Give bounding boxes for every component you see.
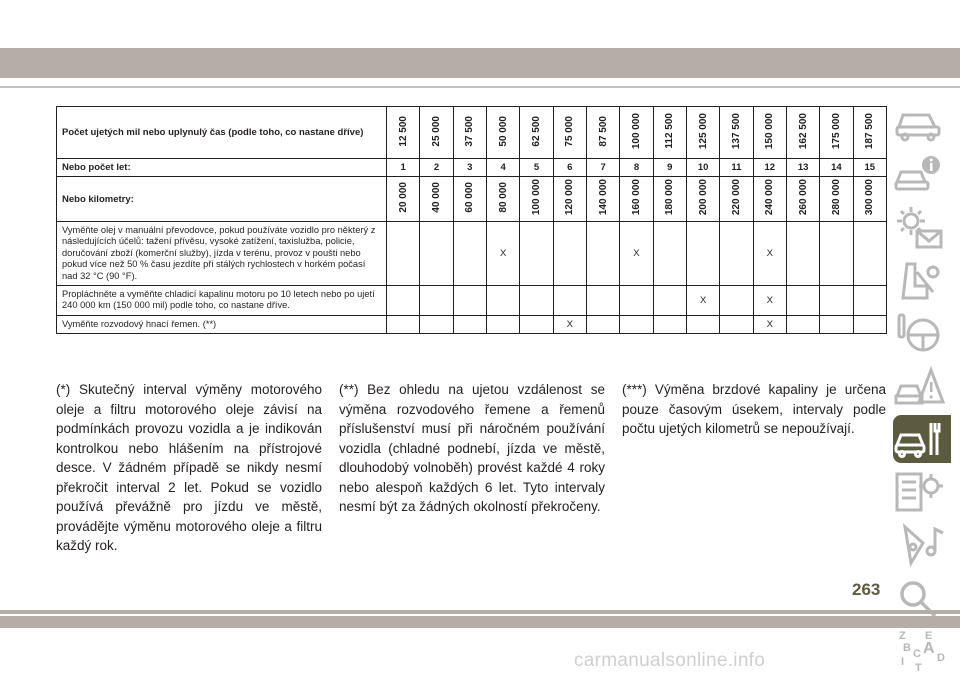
task-label: Vyměňte olej v manuální převodovce, pokud používáte vozidlo pro některý z následujících účelů: tažení přívěsu, vysoké zatížení, taxislužba, policie, doručování zboží (komerční služby), jízda v terénu, provoz v poušti nebo pokud více než 50 % času jezdíte při stálých rychlostech v horkém počasí nad 32 °C (90 °F). (57, 222, 387, 286)
task-row (57, 286, 887, 316)
miles-cell: 12 500 (387, 107, 420, 159)
years-row (57, 159, 887, 177)
km-cell: 300 000 (853, 177, 886, 222)
task-mark (553, 222, 586, 286)
settings-list-icon[interactable] (893, 468, 945, 516)
task-mark (520, 222, 553, 286)
year-cell: 8 (620, 159, 653, 177)
hazard-icon[interactable] (893, 362, 945, 410)
km-cell: 260 000 (786, 177, 819, 222)
index-letter: D (937, 652, 945, 664)
miles-cell: 112 500 (653, 107, 686, 159)
miles-cell: 25 000 (420, 107, 453, 159)
km-cell: 80 000 (486, 177, 519, 222)
task-mark (853, 222, 886, 286)
music-icon[interactable] (893, 521, 945, 569)
miles-cell: 50 000 (486, 107, 519, 159)
km-cell: 20 000 (387, 177, 420, 222)
task-mark (387, 286, 420, 316)
task-mark (620, 286, 653, 316)
index-letter: T (915, 662, 922, 674)
car-icon[interactable] (893, 97, 945, 145)
index-letter: B (903, 642, 911, 654)
task-mark (720, 222, 753, 286)
page-number: 263 (852, 580, 881, 599)
task-mark (820, 222, 853, 286)
task-mark (420, 286, 453, 316)
task-mark (853, 286, 886, 316)
task-mark (686, 222, 719, 286)
footnote-brake-fluid: (***) Výměna brzdové kapaliny je určena pouze časovým úsekem, intervaly podle počtu ujetých kilometrů se nepoužívají. (622, 382, 886, 436)
car-service-icon[interactable] (893, 415, 951, 463)
task-row (57, 315, 887, 333)
miles-cell: 137 500 (720, 107, 753, 159)
header-rule (0, 86, 960, 88)
chapter-tabs (893, 97, 949, 680)
miles-cell: 150 000 (753, 107, 786, 159)
task-mark (786, 222, 819, 286)
task-mark (586, 315, 619, 333)
task-mark (553, 286, 586, 316)
year-cell: 7 (586, 159, 619, 177)
year-cell: 4 (486, 159, 519, 177)
km-cell: 160 000 (620, 177, 653, 222)
miles-cell: 62 500 (520, 107, 553, 159)
miles-cell: 87 500 (586, 107, 619, 159)
task-mark: X (753, 286, 786, 316)
watermark: carmanualsonline.info (574, 650, 766, 671)
task-mark (720, 315, 753, 333)
task-mark (720, 286, 753, 316)
index-letter: E (925, 630, 933, 642)
km-row (57, 177, 887, 222)
task-mark (686, 315, 719, 333)
task-mark: X (620, 222, 653, 286)
task-row (57, 222, 887, 286)
task-mark (520, 315, 553, 333)
task-mark (586, 286, 619, 316)
km-cell: 240 000 (753, 177, 786, 222)
year-cell: 1 (387, 159, 420, 177)
task-mark: X (753, 315, 786, 333)
task-mark (653, 315, 686, 333)
task-mark (586, 222, 619, 286)
footnote-engine-oil: (*) Skutečný interval výměny motorového oleje a filtru motorového oleje závisí na podmínkách provozu vozidla a je indikován kontrolkou nebo hlášením na přístrojové desce. V žádném případě se nikdy nesmí překročit interval 2 let. Pokud se vozidlo používá převážně pro jízdu ve městě, provádějte výměnu motorového oleje a filtru každý rok. (56, 382, 322, 553)
maintenance-schedule-table (56, 106, 887, 334)
year-cell: 2 (420, 159, 453, 177)
index-letter: Z (899, 630, 906, 642)
miles-cell: 125 000 (686, 107, 719, 159)
task-mark (387, 315, 420, 333)
km-cell: 280 000 (820, 177, 853, 222)
km-row-label: Nebo kilometry: (57, 177, 387, 222)
year-cell: 5 (520, 159, 553, 177)
car-info-icon[interactable] (893, 150, 945, 198)
miles-row (57, 107, 887, 159)
years-row-label: Nebo počet let: (57, 159, 387, 177)
year-cell: 6 (553, 159, 586, 177)
miles-cell: 187 500 (853, 107, 886, 159)
index-letter: I (901, 656, 905, 668)
task-mark (786, 286, 819, 316)
task-mark (820, 315, 853, 333)
footnote-timing-belt: (**) Bez ohledu na ujetou vzdálenost se výměna rozvodového řemene a řemenů příslušenství musí při náročném používání vozidla (chladné podnebí, jízda ve městě, dlouhodobý volnoběh) provést každé 4 roky nebo alespoň každých 6 let. Tyto intervaly nesmí být za žádných okolností překročeny. (339, 382, 605, 514)
task-mark (420, 222, 453, 286)
task-mark (453, 222, 486, 286)
km-cell: 200 000 (686, 177, 719, 222)
task-mark: X (553, 315, 586, 333)
search-icon[interactable] (893, 574, 945, 622)
miles-cell: 100 000 (620, 107, 653, 159)
footer-band (0, 616, 960, 628)
km-cell: 220 000 (720, 177, 753, 222)
seat-safety-icon[interactable] (893, 256, 945, 304)
top-margin (0, 0, 960, 48)
task-mark (520, 286, 553, 316)
index-letter: C (913, 648, 921, 660)
header-band (0, 48, 960, 78)
year-cell: 14 (820, 159, 853, 177)
task-mark (653, 286, 686, 316)
steering-wheel-icon[interactable] (893, 309, 945, 357)
year-cell: 13 (786, 159, 819, 177)
km-cell: 40 000 (420, 177, 453, 222)
km-cell: 140 000 (586, 177, 619, 222)
task-mark (486, 286, 519, 316)
task-mark (853, 315, 886, 333)
task-mark (620, 315, 653, 333)
footer-rule (0, 610, 960, 614)
km-cell: 100 000 (520, 177, 553, 222)
year-cell: 15 (853, 159, 886, 177)
task-mark (420, 315, 453, 333)
task-label: Vyměňte rozvodový hnací řemen. (**) (57, 315, 387, 333)
task-mark: X (486, 222, 519, 286)
year-cell: 9 (653, 159, 686, 177)
task-label: Propláchněte a vyměňte chladicí kapalinu motoru po 10 letech nebo po ujetí 240 000 km (150 000 mil) podle toho, co nastane dříve. (57, 286, 387, 316)
miles-cell: 175 000 (820, 107, 853, 159)
miles-row-label: Počet ujetých mil nebo uplynulý čas (podle toho, co nastane dříve) (57, 107, 387, 159)
km-cell: 180 000 (653, 177, 686, 222)
year-cell: 10 (686, 159, 719, 177)
miles-cell: 37 500 (453, 107, 486, 159)
task-mark (453, 286, 486, 316)
miles-cell: 75 000 (553, 107, 586, 159)
task-mark (786, 315, 819, 333)
task-mark: X (686, 286, 719, 316)
miles-cell: 162 500 (786, 107, 819, 159)
task-mark (453, 315, 486, 333)
task-mark (653, 222, 686, 286)
warning-lights-icon[interactable] (893, 203, 945, 251)
year-cell: 3 (453, 159, 486, 177)
year-cell: 12 (753, 159, 786, 177)
year-cell: 11 (720, 159, 753, 177)
task-mark (486, 315, 519, 333)
task-mark: X (753, 222, 786, 286)
index-letter: A (923, 640, 935, 657)
task-mark (387, 222, 420, 286)
task-mark (820, 286, 853, 316)
km-cell: 120 000 (553, 177, 586, 222)
km-cell: 60 000 (453, 177, 486, 222)
